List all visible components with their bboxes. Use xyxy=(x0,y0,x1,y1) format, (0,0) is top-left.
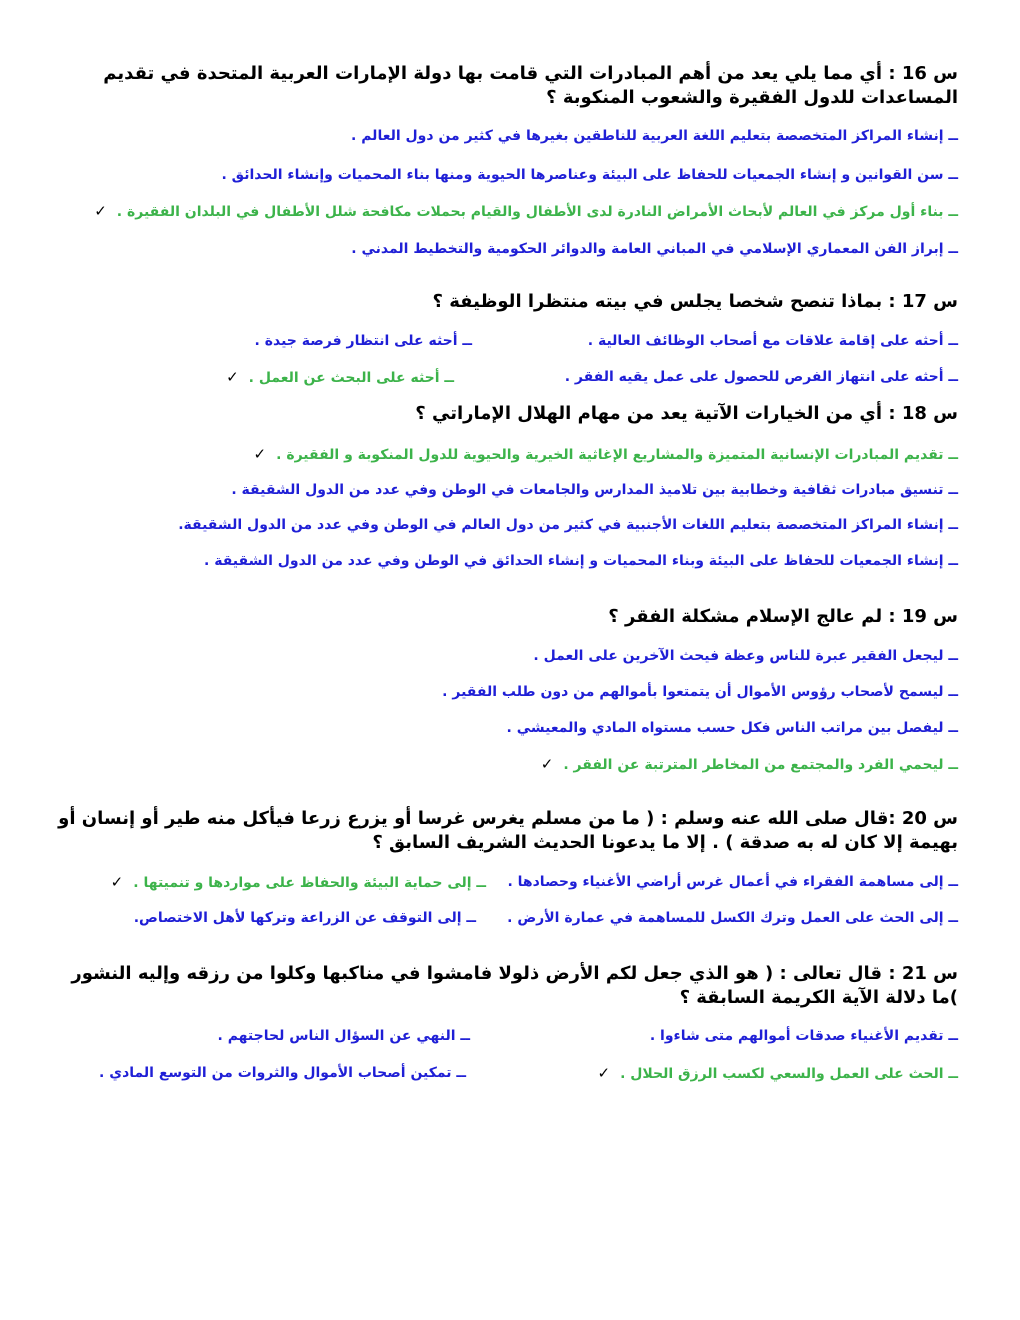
q17-option-4-text: ــ أحثه على البحث عن العمل . xyxy=(248,370,454,386)
q17-option-2[interactable]: ــ أحثه على انتظار فرصة جيدة . xyxy=(254,333,472,349)
q20-option-1[interactable]: ــ إلى مساهمة الفقراء في أعمال غرس أراضي الأغنياء وحصادها . xyxy=(507,874,958,890)
question-18: س 18 : أي من الخيارات الآتية يعد من مهام الهلال الإماراتي ؟ xyxy=(415,403,958,424)
q16-option-2[interactable]: ــ سن القوانين و إنشاء الجمعيات للحفاظ على البيئة وعناصرها الحيوية ومنها بناء المحميات وإنشاء الحدائق . xyxy=(221,167,958,183)
check-icon: ✓ xyxy=(94,202,107,220)
question-20: س 20 :قال صلى الله عنه وسلم : ( ما من مسلم يغرس غرسا أو يزرع زرعا فيأكل منه طير أو إنسان أو بهيمة إلا كان له به صدقة ) . إلا ما يدعونا الحديث الشريف السابق ؟ xyxy=(58,808,958,853)
q18-option-4[interactable]: ــ إنشاء الجمعيات للحفاظ على البيئة وبناء المحميات و إنشاء الحدائق في الوطن وفي عدد من الدول الشقيقة . xyxy=(204,553,958,569)
q18-option-3[interactable]: ــ إنشاء المراكز المتخصصة بتعليم اللغات الأجنبية في كثير من دول العالم في الوطن وفي عدد من الدول الشقيقة. xyxy=(178,517,958,533)
q20-option-4[interactable]: ــ إلى التوقف عن الزراعة وتركها لأهل الاختصاص. xyxy=(133,910,476,926)
q16-option-3[interactable] xyxy=(94,202,958,221)
q19-option-1[interactable]: ــ ليجعل الفقير عبرة للناس وعظة فيحث الآخرين على العمل . xyxy=(533,648,958,664)
q17-option-1[interactable]: ــ أحثه على إقامة علاقات مع أصحاب الوظائف العالية . xyxy=(587,333,958,349)
check-icon: ✓ xyxy=(540,755,554,773)
q21-option-1[interactable]: ــ تقديم الأغنياء صدقات أموالهم متى شاءوا . xyxy=(649,1028,958,1044)
q21-option-4[interactable]: ــ تمكين أصحاب الأموال والثروات من التوسع المادي . xyxy=(99,1065,466,1081)
q20-option-2[interactable] xyxy=(111,873,486,892)
check-icon: ✓ xyxy=(226,368,239,386)
check-icon: ✓ xyxy=(253,445,267,463)
question-21: س 21 : قال تعالى : ( هو الذي جعل لكم الأرض ذلولا فامشوا في مناكبها وكلوا من رزقه وإليه النشور )ما دلالة الآية الكريمة السابقة ؟ xyxy=(71,963,958,1008)
q16-option-1[interactable]: ــ إنشاء المراكز المتخصصة بتعليم اللغة العربية للناطقين بغيرها في كثير من دول العالم . xyxy=(351,128,958,144)
q19-option-3[interactable]: ــ ليفصل بين مراتب الناس فكل حسب مستواه المادي والمعيشي . xyxy=(506,720,958,736)
check-icon: ✓ xyxy=(597,1064,611,1082)
q16-option-3-text: ــ بناء أول مركز في العالم لأبحاث الأمراض النادرة لدى الأطفال والقيام بحملات مكافحة شلل الأطفال في البلدان الفقيرة . xyxy=(116,204,958,220)
q21-option-3-text: ــ الحث على العمل والسعي لكسب الرزق الحلال . xyxy=(620,1066,958,1082)
q19-option-4[interactable] xyxy=(541,755,958,774)
q19-option-2[interactable]: ــ ليسمح لأصحاب رؤوس الأموال أن يتمتعوا بأموالهم من دون طلب الفقير . xyxy=(442,684,958,700)
question-19: س 19 : لم عالج الإسلام مشكلة الفقر ؟ xyxy=(608,606,958,627)
q18-option-1-text: ــ تقديم المبادرات الإنسانية المتميزة والمشاريع الإغاثية الخيرية والحيوية للدول المنكوبة و الفقيرة . xyxy=(276,447,958,463)
q17-option-3[interactable]: ــ أحثه على انتهاز الفرص للحصول على عمل يقيه الفقر . xyxy=(564,369,958,385)
q17-option-4[interactable] xyxy=(226,368,454,387)
q21-option-3[interactable] xyxy=(597,1064,958,1083)
q20-option-3[interactable]: ــ إلى الحث على العمل وترك الكسل للمساهمة في عمارة الأرض . xyxy=(507,910,958,926)
q20-option-2-text: ــ إلى حماية البيئة والحفاظ على مواردها و تنميتها . xyxy=(133,875,486,891)
q18-option-2[interactable]: ــ تنسيق مبادرات ثقافية وخطابية بين تلاميذ المدارس والجامعات في الوطن وفي عدد من الدول الشقيقة . xyxy=(231,482,958,498)
check-icon: ✓ xyxy=(110,873,124,891)
q18-option-1[interactable] xyxy=(254,445,958,464)
q21-option-2[interactable]: ــ النهي عن السؤال الناس لحاجتهم . xyxy=(217,1028,470,1044)
question-17: س 17 : بماذا تنصح شخصا يجلس في بيته منتظرا الوظيفة ؟ xyxy=(432,291,958,312)
q16-option-4[interactable]: ــ إبراز الفن المعماري الإسلامي في المباني العامة والدوائر الحكومية والتخطيط المدني . xyxy=(351,241,958,257)
question-16: س 16 : أي مما يلي يعد من أهم المبادرات التي قامت بها دولة الإمارات العربية المتحدة في تقديم المساعدات للدول الفقيرة والشعوب المنكوبة ؟ xyxy=(103,63,958,108)
q19-option-4-text: ــ ليحمي الفرد والمجتمع من المخاطر المترتبة عن الفقر . xyxy=(563,757,958,773)
